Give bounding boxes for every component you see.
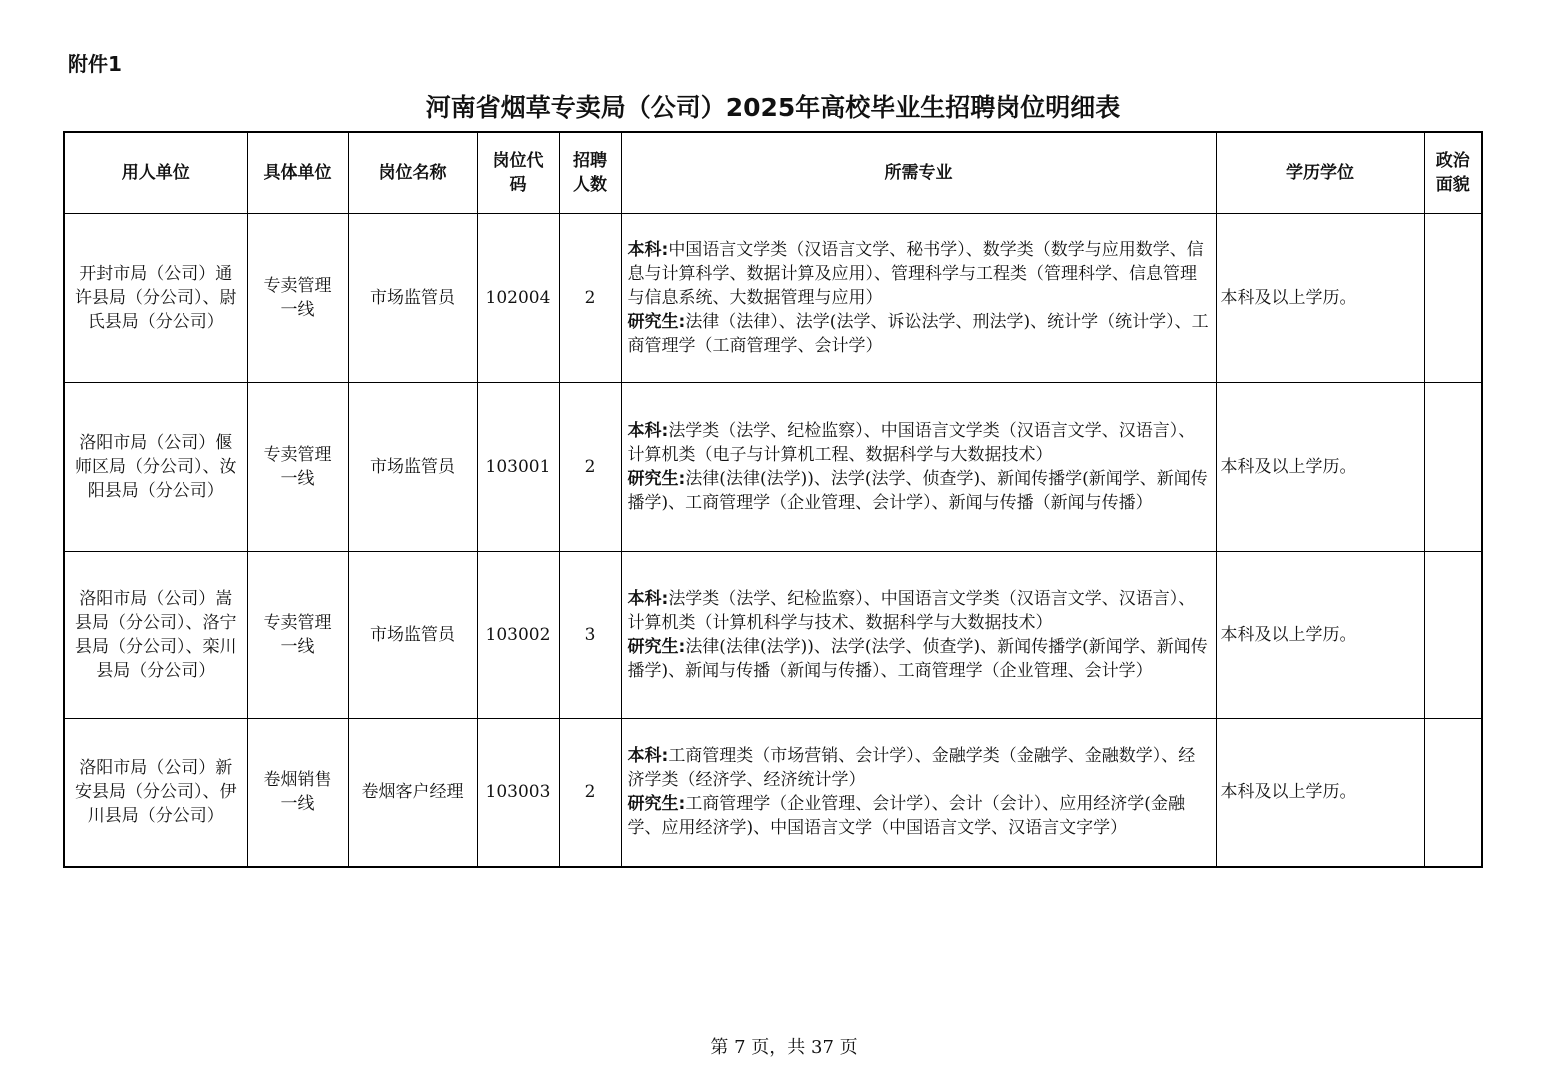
employer-cell: 开封市局（公司）通许县局（分公司）、尉氏县局（分公司）: [64, 214, 247, 383]
count-cell: 2: [559, 719, 621, 867]
grad-majors: 法律（法律）、法学(法学、诉讼法学、刑法学)、统计学（统计学）、工商管理学（工商管理学、会计学）: [627, 312, 1209, 356]
header-count: 招聘人数: [559, 132, 621, 214]
table-row: [64, 214, 1482, 383]
page-number: 第 7 页，共 37 页: [710, 1037, 858, 1058]
grad-label: 研究生:: [627, 312, 686, 332]
employer-cell: 洛阳市局（公司）新安县局（分公司）、伊川县局（分公司）: [64, 719, 247, 867]
header-code: 岗位代码: [477, 132, 559, 214]
political-cell: [1424, 383, 1482, 552]
grad-label: 研究生:: [627, 794, 686, 815]
undergrad-majors: 中国语言文学类（汉语言文学、秘书学）、数学类（数学与应用数学、信息与计算科学、数据计算及应用）、管理科学与工程类（管理科学、信息管理与信息系统、大数据管理与应用）: [627, 240, 1204, 308]
position-cell: 卷烟客户经理: [348, 719, 477, 867]
grad-requirement: [628, 467, 1210, 515]
position-cell: 市场监管员: [348, 383, 477, 552]
table-row: [64, 719, 1482, 867]
position-cell: 市场监管员: [348, 214, 477, 383]
undergrad-requirement: [628, 419, 1210, 467]
code-cell: 103003: [477, 719, 559, 867]
undergrad-label: 本科:: [627, 589, 669, 609]
undergrad-requirement: [628, 744, 1210, 792]
political-cell: [1424, 214, 1482, 383]
grad-requirement: [628, 792, 1210, 840]
education-cell: 本科及以上学历。: [1216, 383, 1424, 552]
unit-cell: 专卖管理一线: [247, 383, 348, 552]
header-unit: 具体单位: [247, 132, 348, 214]
grad-requirement: [628, 635, 1210, 683]
header-political: 政治面貌: [1424, 132, 1482, 214]
attachment-label: 附件1: [68, 52, 122, 76]
code-cell: 103002: [477, 552, 559, 719]
grad-majors: 法律(法律(法学))、法学(法学、侦查学)、新闻传播学(新闻学、新闻传播学)、工商管理学（企业管理、会计学）、新闻与传播（新闻与传播）: [627, 469, 1208, 513]
page-title: 河南省烟草专卖局（公司）2025年高校毕业生招聘岗位明细表: [425, 93, 1121, 122]
undergrad-requirement: [628, 587, 1210, 635]
code-cell: 103001: [477, 383, 559, 552]
header-row: [64, 132, 1482, 214]
undergrad-label: 本科:: [627, 421, 669, 441]
education-cell: 本科及以上学历。: [1216, 552, 1424, 719]
undergrad-majors: 法学类（法学、纪检监察）、中国语言文学类（汉语言文学、汉语言）、计算机类（计算机科学与技术、数据科学与大数据技术）: [627, 589, 1196, 633]
major-cell: [621, 719, 1216, 867]
education-cell: 本科及以上学历。: [1216, 214, 1424, 383]
employer-cell: 洛阳市局（公司）嵩县局（分公司）、洛宁县局（分公司）、栾川县局（分公司）: [64, 552, 247, 719]
grad-majors: 法律(法律(法学))、法学(法学、侦查学)、新闻传播学(新闻学、新闻传播学)、新闻与传播（新闻与传播）、工商管理学（企业管理、会计学）: [627, 637, 1208, 681]
grad-majors: 工商管理学（企业管理、会计学）、会计（会计）、应用经济学(金融学、应用经济学)、中国语言文学（中国语言文学、汉语言文字学）: [627, 794, 1185, 839]
recruitment-table: [63, 131, 1483, 868]
political-cell: [1424, 552, 1482, 719]
major-cell: [621, 383, 1216, 552]
undergrad-requirement: [628, 238, 1210, 310]
header-major: 所需专业: [621, 132, 1216, 214]
count-cell: 2: [559, 383, 621, 552]
undergrad-label: 本科:: [627, 746, 669, 767]
unit-cell: 卷烟销售一线: [247, 719, 348, 867]
grad-label: 研究生:: [627, 637, 686, 657]
unit-cell: 专卖管理一线: [247, 552, 348, 719]
position-cell: 市场监管员: [348, 552, 477, 719]
table-row: [64, 383, 1482, 552]
header-education: 学历学位: [1216, 132, 1424, 214]
education-cell: 本科及以上学历。: [1216, 719, 1424, 867]
employer-cell: 洛阳市局（公司）偃师区局（分公司）、汝阳县局（分公司）: [64, 383, 247, 552]
political-cell: [1424, 719, 1482, 867]
grad-label: 研究生:: [627, 469, 686, 489]
table-row: [64, 552, 1482, 719]
count-cell: 2: [559, 214, 621, 383]
header-employer: 用人单位: [64, 132, 247, 214]
undergrad-label: 本科:: [627, 240, 669, 260]
major-cell: [621, 552, 1216, 719]
unit-cell: 专卖管理一线: [247, 214, 348, 383]
undergrad-majors: 工商管理类（市场营销、会计学）、金融学类（金融学、金融数学）、经济学类（经济学、经济统计学）: [627, 746, 1196, 791]
header-position: 岗位名称: [348, 132, 477, 214]
undergrad-majors: 法学类（法学、纪检监察）、中国语言文学类（汉语言文学、汉语言）、计算机类（电子与计算机工程、数据科学与大数据技术）: [627, 421, 1196, 465]
count-cell: 3: [559, 552, 621, 719]
code-cell: 102004: [477, 214, 559, 383]
major-cell: [621, 214, 1216, 383]
grad-requirement: [628, 310, 1210, 358]
